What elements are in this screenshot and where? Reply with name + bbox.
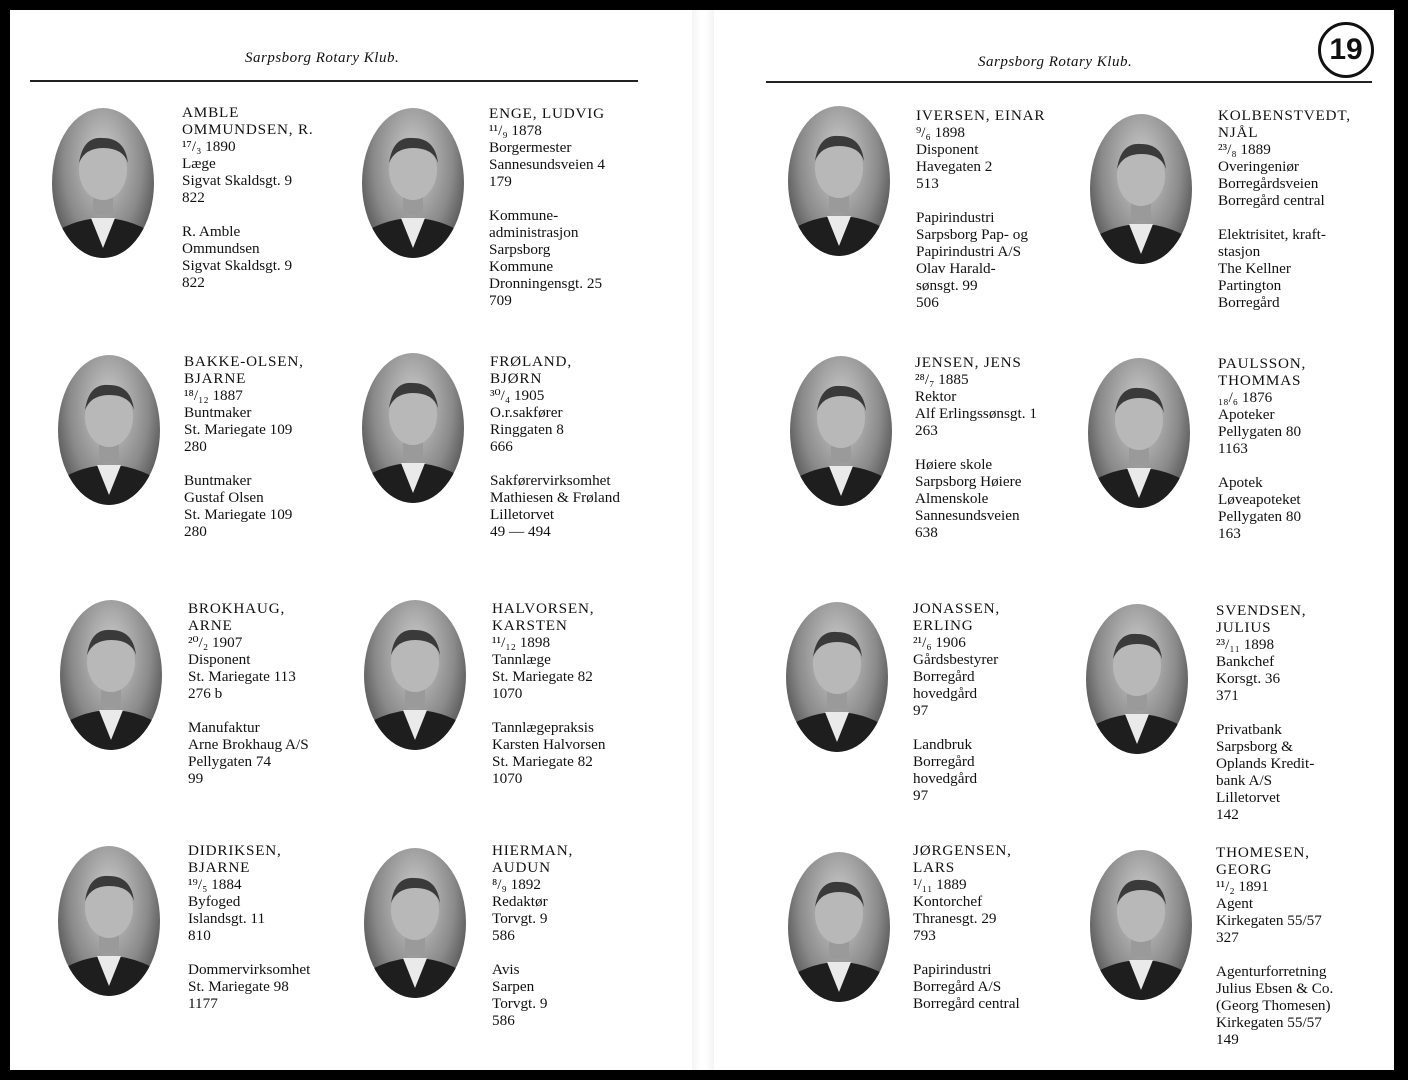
member-details-line: St. Mariegate 109 [184,421,293,438]
directory-spread [10,10,1394,1070]
member-details-line: Islandsgt. 11 [188,910,266,927]
member-details-line: 97 [913,702,929,719]
member-firm-line: Manufaktur [188,719,260,736]
member-name-line: JENSEN, JENS [915,354,1022,371]
member-firm-line: Agenturforretning [1216,963,1327,980]
member-name [492,842,692,876]
member-details-line: Thranesgt. 29 [913,910,997,927]
member-firm [489,207,689,309]
member-entry-enge [489,105,689,309]
member-firm-line: Arne Brokhaug A/S [188,736,309,753]
member-firm-line: Pellygaten 80 [1218,508,1302,525]
member-firm-line: 99 [188,770,204,787]
member-details-line: Tannlæge [492,651,551,668]
member-name [913,842,1113,876]
member-firm-line: Borregård central [913,995,1020,1012]
member-firm-line: Partington [1218,277,1282,294]
member-firm-line: Borregård [1218,294,1280,311]
portrait-jorgensen [788,852,890,1002]
member-details-line: ¹⁷/₃ 1890 [182,138,236,155]
member-name-line: AMBLE [182,104,240,121]
member-details-line: Bankchef [1216,653,1275,670]
member-details [1218,141,1394,209]
member-details-line: Borregårdsveien [1218,175,1319,192]
member-name-line: BJARNE [184,370,247,387]
member-name [1216,602,1394,636]
member-firm-line: St. Mariegate 82 [492,753,593,770]
member-details-line: ¹/₁₁ 1889 [913,876,967,893]
portrait-amble [52,108,154,258]
member-entry-jorgensen [913,842,1113,1012]
member-firm-line: 822 [182,274,205,291]
member-details-line: ²⁸/₇ 1885 [915,371,969,388]
member-details-line: Borregård [913,668,975,685]
member-name-line: JONASSEN, [913,600,1000,617]
member-details-line: Havegaten 2 [916,158,993,175]
member-details-line: ²¹/₆ 1906 [913,634,966,651]
member-name [1216,844,1394,878]
member-name-line: AUDUN [492,859,551,876]
portrait-halvorsen [364,600,466,750]
member-details-line: Overingeniør [1218,158,1299,175]
member-details-line: Pellygaten 80 [1218,423,1302,440]
member-firm-line: Lilletorvet [1216,789,1281,806]
member-details [915,371,1115,439]
member-details-line: 276 b [188,685,223,702]
member-firm [913,961,1113,1012]
member-name [1218,355,1394,389]
portrait-froland [362,353,464,503]
member-firm-line: Sarpen [492,978,535,995]
left-page-header: Sarpsborg Rotary Klub. [245,50,400,66]
member-details-line: ³⁰/₄ 1905 [490,387,545,404]
member-firm-line: Torvgt. 9 [492,995,548,1012]
member-name-line: THOMESEN, [1216,844,1310,861]
member-firm [182,223,382,291]
member-entry-amble [182,104,382,291]
member-details-line: ¹¹/₁₂ 1898 [492,634,551,651]
member-details-line: 822 [182,189,205,206]
member-firm-line: 1070 [492,770,523,787]
member-firm [490,472,690,540]
member-firm-line: Papirindustri A/S [916,243,1022,260]
member-name-line: ENGE, LUDVIG [489,105,605,122]
member-firm-line: Apotek [1218,474,1263,491]
member-entry-didriksen [188,842,388,1012]
member-firm-line: bank A/S [1216,772,1273,789]
member-details-line: Buntmaker [184,404,252,421]
member-firm [915,456,1115,541]
member-firm-line: Almenskole [915,490,989,507]
member-name-line: SVENDSEN, [1216,602,1307,619]
member-firm-line: 638 [915,524,938,541]
member-details-line: 263 [915,422,938,439]
member-details [916,124,1116,192]
member-details-line: 586 [492,927,515,944]
member-entry-kolbenstvedt [1218,107,1394,311]
member-firm [1218,226,1394,311]
member-details-line: ¹¹/₉ 1878 [489,122,542,139]
member-details-line: Disponent [188,651,251,668]
member-firm-line: Julius Ebsen & Co. [1216,980,1334,997]
portrait-thomesen [1090,850,1192,1000]
member-details-line: 810 [188,927,211,944]
member-firm-line: Karsten Halvorsen [492,736,606,753]
member-firm [1216,963,1394,1048]
member-details-line: Kontorchef [913,893,983,910]
portrait-paulsson [1088,358,1190,508]
member-firm [188,961,388,1012]
member-entry-jonassen [913,600,1113,804]
member-name [916,107,1116,124]
member-firm [492,961,692,1029]
left-header-rule [30,80,638,82]
member-name-line: GEORG [1216,861,1273,878]
member-name [184,353,384,387]
member-details-line: 327 [1216,929,1239,946]
member-details [913,634,1113,719]
member-firm-line: 280 [184,523,207,540]
member-details-line: 513 [916,175,939,192]
member-firm-line: The Kellner [1218,260,1291,277]
member-name-line: ARNE [188,617,233,634]
portrait-enge [362,108,464,258]
member-name-line: LARS [913,859,956,876]
member-details-line: 179 [489,173,512,190]
member-name [490,353,690,387]
member-details-line: ²³/₁₁ 1898 [1216,636,1275,653]
portrait-bakke [58,355,160,505]
member-details-line: Redaktør [492,893,548,910]
member-firm-line: 506 [916,294,939,311]
page-number-badge: 19 [1318,22,1374,78]
right-page-header: Sarpsborg Rotary Klub. [978,54,1133,70]
member-firm-line: Buntmaker [184,472,252,489]
member-firm-line: 142 [1216,806,1239,823]
member-details-line: ⁸/₉ 1892 [492,876,541,893]
member-entry-hierman [492,842,692,1029]
member-name-line: OMMUNDSEN, R. [182,121,314,138]
member-firm-line: administrasjon [489,224,579,241]
member-firm-line: Papirindustri [913,961,992,978]
member-details-line: Gårdsbestyrer [913,651,999,668]
member-details-line: ¹¹/₂ 1891 [1216,878,1269,895]
member-name-line: JULIUS [1216,619,1272,636]
member-firm [188,719,388,787]
member-firm-line: Sakførervirksomhet [490,472,611,489]
member-name [913,600,1113,634]
member-firm [913,736,1113,804]
member-details-line: Alf Erlingssønsgt. 1 [915,405,1037,422]
member-name-line: FRØLAND, [490,353,572,370]
member-firm-line: Høiere skole [915,456,993,473]
member-firm-line: Elektrisitet, kraft- [1218,226,1326,243]
member-firm [1216,721,1394,823]
member-details-line: Byfoged [188,893,241,910]
member-details-line: ⁹/₆ 1898 [916,124,965,141]
member-firm-line: Gustaf Olsen [184,489,264,506]
member-firm-line: Pellygaten 74 [188,753,272,770]
member-details-line: Borregård central [1218,192,1325,209]
member-details-line: 666 [490,438,513,455]
member-name-line: BROKHAUG, [188,600,286,617]
member-details-line: 1070 [492,685,523,702]
member-firm-line: St. Mariegate 98 [188,978,289,995]
member-details [182,138,382,206]
member-entry-halvorsen [492,600,692,787]
member-details [1218,389,1394,457]
member-details [184,387,384,455]
member-firm-line: Kommune- [489,207,559,224]
member-details [188,876,388,944]
member-name-line: BJARNE [188,859,251,876]
member-firm-line: Landbruk [913,736,973,753]
member-firm-line: Sigvat Skaldsgt. 9 [182,257,293,274]
member-name [188,842,388,876]
member-details-line: ²³/₈ 1889 [1218,141,1271,158]
member-details [913,876,1113,944]
portrait-jensen [790,356,892,506]
portrait-didriksen [58,846,160,996]
member-firm-line: Sarpsborg Høiere [915,473,1022,490]
member-details-line: ¹⁹/₅ 1884 [188,876,242,893]
member-details-line: St. Mariegate 113 [188,668,296,685]
member-name [1218,107,1394,141]
member-firm-line: Løveapoteket [1218,491,1301,508]
member-details-line: Kirkegaten 55/57 [1216,912,1322,929]
member-entry-thomesen [1216,844,1394,1048]
member-firm-line: St. Mariegate 109 [184,506,293,523]
member-details-line: Ringgaten 8 [490,421,564,438]
member-firm-line: 1177 [188,995,218,1012]
member-name-line: BJØRN [490,370,543,387]
member-firm-line: Sarpsborg & [1216,738,1293,755]
member-name-line: PAULSSON, [1218,355,1307,372]
member-details-line: Rektor [915,388,957,405]
portrait-kolbenstvedt [1090,114,1192,264]
member-details-line: Disponent [916,141,979,158]
page-gutter [692,10,714,1070]
member-firm-line: Kirkegaten 55/57 [1216,1014,1322,1031]
member-details-line: Sannesundsveien 4 [489,156,605,173]
member-firm-line: Avis [492,961,520,978]
member-details-line: 793 [913,927,936,944]
member-details [489,122,689,190]
member-name-line: THOMMAS [1218,372,1302,389]
member-firm-line: Ommundsen [182,240,260,257]
member-details-line: St. Mariegate 82 [492,668,593,685]
portrait-hierman [364,848,466,998]
member-name [489,105,689,122]
member-name-line: NJÅL [1218,124,1259,141]
member-entry-jensen [915,354,1115,541]
member-firm-line: Borregård A/S [913,978,1002,995]
member-name-line: HALVORSEN, [492,600,595,617]
member-name-line: DIDRIKSEN, [188,842,282,859]
portrait-iversen [788,106,890,256]
member-firm-line: 586 [492,1012,515,1029]
portrait-brokhaug [60,600,162,750]
member-name-line: JØRGENSEN, [913,842,1012,859]
member-firm-line: Sarpsborg Pap- og [916,226,1028,243]
member-details-line: Torvgt. 9 [492,910,548,927]
member-details [188,634,388,702]
member-firm [184,472,384,540]
member-firm-line: 163 [1218,525,1241,542]
member-details-line: ²⁰/₂ 1907 [188,634,243,651]
portrait-jonassen [786,602,888,752]
member-firm-line: 149 [1216,1031,1239,1048]
member-name-line: KOLBENSTVEDT, [1218,107,1351,124]
member-firm-line: Oplands Kredit- [1216,755,1315,772]
member-firm-line: Dronningensgt. 25 [489,275,603,292]
member-details-line: 280 [184,438,207,455]
member-details-line: Agent [1216,895,1254,912]
member-details-line: O.r.sakfører [490,404,563,421]
member-details-line: Apoteker [1218,406,1275,423]
member-name [182,104,382,138]
member-firm-line: sønsgt. 99 [916,277,978,294]
member-firm-line: Sannesundsveien [915,507,1020,524]
member-details-line: hovedgård [913,685,978,702]
member-details [1216,878,1394,946]
member-details [1216,636,1394,704]
member-name-line: ERLING [913,617,974,634]
member-firm-line: 709 [489,292,512,309]
member-name-line: KARSTEN [492,617,568,634]
member-details-line: 371 [1216,687,1239,704]
member-firm-line: Lilletorvet [490,506,555,523]
member-firm-line: Sarpsborg [489,241,551,258]
member-firm-line: Borregård [913,753,975,770]
member-details [490,387,690,455]
member-name [492,600,692,634]
member-firm [1218,474,1394,542]
member-entry-brokhaug [188,600,388,787]
member-firm-line: Olav Harald- [916,260,996,277]
member-firm-line: 49 — 494 [490,523,551,540]
member-entry-svendsen [1216,602,1394,823]
member-firm-line: stasjon [1218,243,1261,260]
member-firm-line: 97 [913,787,929,804]
member-firm-line: (Georg Thomesen) [1216,997,1331,1014]
member-details [492,876,692,944]
member-firm-line: Privatbank [1216,721,1282,738]
member-firm-line: Papirindustri [916,209,995,226]
member-name-line: HIERMAN, [492,842,574,859]
member-details-line: 1163 [1218,440,1248,457]
member-firm [492,719,692,787]
member-firm-line: Dommervirksomhet [188,961,311,978]
member-firm-line: R. Amble [182,223,241,240]
member-firm-line: Mathiesen & Frøland [490,489,620,506]
member-name-line: BAKKE-OLSEN, [184,353,304,370]
member-name [915,354,1115,371]
member-entry-iversen [916,107,1116,311]
member-details-line: Læge [182,155,216,172]
member-entry-bakke [184,353,384,540]
member-details-line: ₁₈/₆ 1876 [1218,389,1273,406]
member-entry-froland [490,353,690,540]
member-entry-paulsson [1218,355,1394,542]
member-details-line: ¹⁸/₁₂ 1887 [184,387,243,404]
member-firm-line: Kommune [489,258,554,275]
member-name-line: IVERSEN, EINAR [916,107,1046,124]
member-details-line: Korsgt. 36 [1216,670,1281,687]
portrait-svendsen [1086,604,1188,754]
right-header-rule [766,81,1372,83]
member-firm-line: hovedgård [913,770,978,787]
member-details [492,634,692,702]
member-firm [916,209,1116,311]
member-name [188,600,388,634]
member-firm-line: Tannlægepraksis [492,719,594,736]
member-details-line: Borgermester [489,139,572,156]
member-details-line: Sigvat Skaldsgt. 9 [182,172,293,189]
